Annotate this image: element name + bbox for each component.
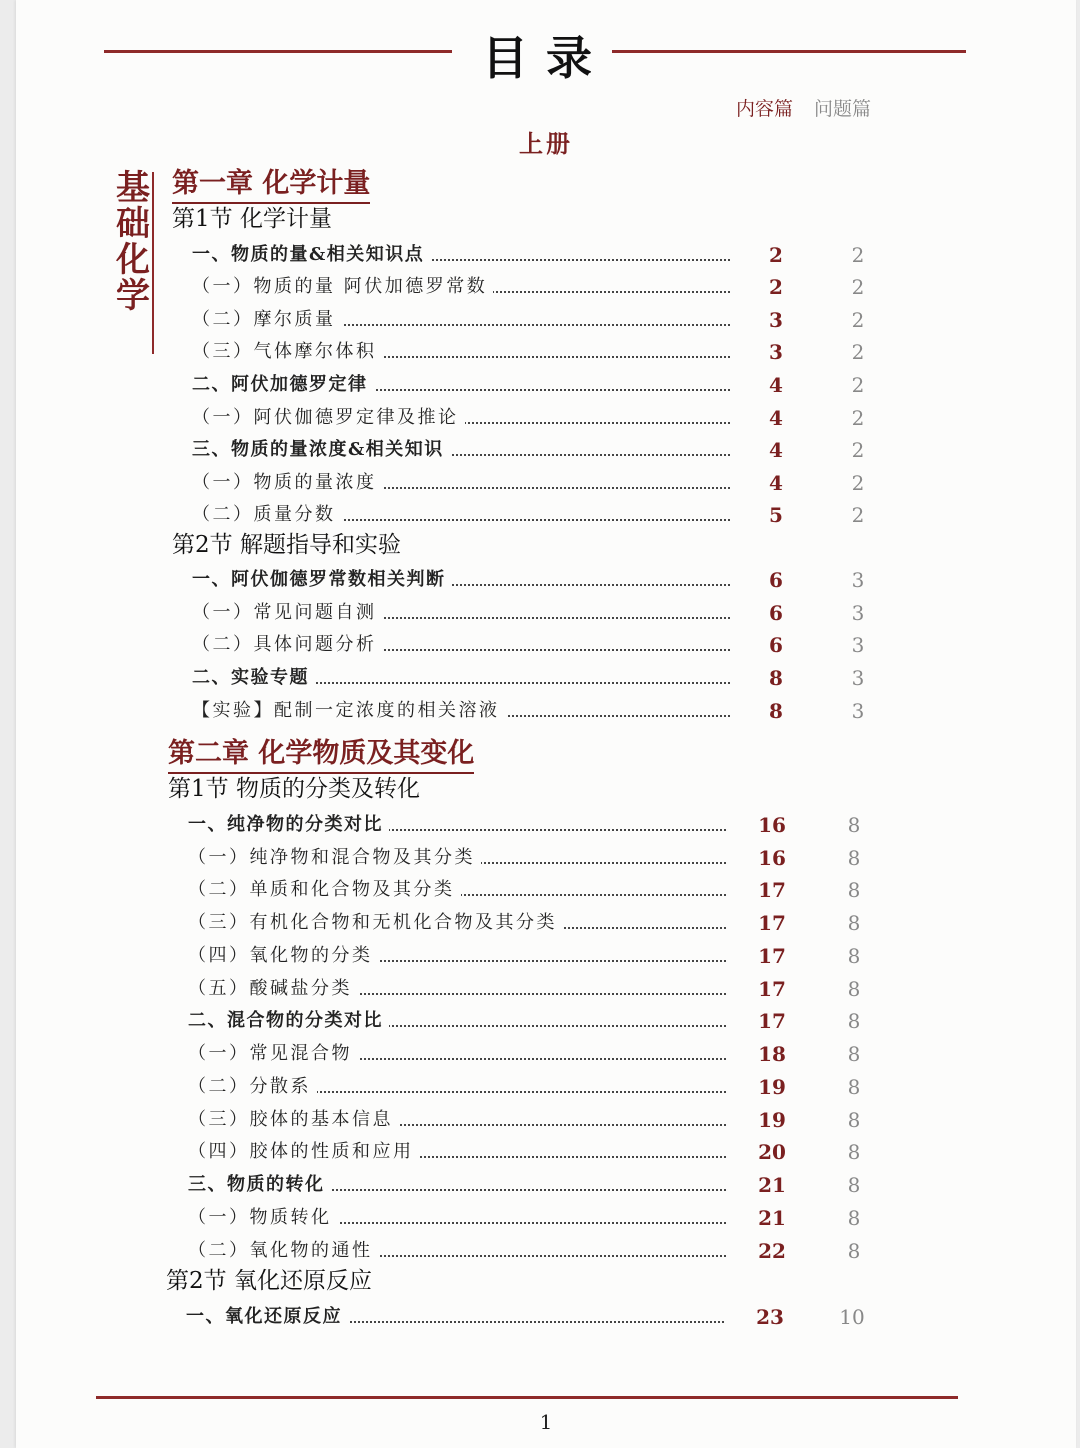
- question-page-number: 8: [847, 911, 861, 935]
- entry-label: 二、混合物的分类对比: [188, 1006, 389, 1036]
- content-page-number: 3: [769, 308, 783, 332]
- content-page-number: 17: [758, 878, 786, 902]
- footer-rule: [96, 1396, 958, 1399]
- toc-entry[interactable]: [188, 908, 1028, 938]
- question-page-number: 3: [851, 666, 865, 690]
- content-page-number: 6: [769, 601, 783, 625]
- entry-label: （二）摩尔质量: [192, 305, 342, 335]
- toc-entry[interactable]: [188, 941, 1028, 971]
- toc-entry[interactable]: [188, 810, 1028, 840]
- entry-label: 三、物质的转化: [188, 1170, 331, 1200]
- question-page-number: 2: [851, 406, 865, 430]
- content-page-number: 23: [756, 1305, 784, 1329]
- content-page-number: 22: [758, 1239, 786, 1263]
- question-page-number: 3: [851, 699, 865, 723]
- toc-entry[interactable]: [192, 337, 1032, 367]
- content-page-number: 19: [758, 1108, 786, 1132]
- question-page-number: 8: [847, 1173, 861, 1197]
- toc-entry[interactable]: [192, 370, 1032, 400]
- content-page-number: 17: [758, 944, 786, 968]
- entry-label: 一、氧化还原反应: [186, 1302, 348, 1332]
- toc-entry[interactable]: [192, 305, 1032, 335]
- entry-label: （四）氧化物的分类: [188, 941, 379, 971]
- question-page-number: 10: [839, 1305, 865, 1329]
- question-page-number: 8: [847, 1206, 861, 1230]
- entry-label: （二）质量分数: [192, 500, 342, 530]
- content-page-number: 4: [769, 406, 783, 430]
- question-page-number: 8: [847, 1108, 861, 1132]
- toc-entry[interactable]: [192, 403, 1032, 433]
- content-page-number: 17: [758, 977, 786, 1001]
- toc-entry[interactable]: [188, 1170, 1028, 1200]
- entry-label: 一、物质的量&相关知识点: [192, 240, 430, 270]
- section-heading[interactable]: 第2节 解题指导和实验: [172, 532, 401, 558]
- entry-label: 一、纯净物的分类对比: [188, 810, 389, 840]
- chapter-heading[interactable]: 第一章 化学计量: [172, 168, 370, 204]
- content-page-number: 4: [769, 471, 783, 495]
- toc-entry[interactable]: [188, 1137, 1028, 1167]
- content-page-number: 18: [758, 1042, 786, 1066]
- table-of-contents: [16, 0, 1076, 1448]
- toc-entry[interactable]: [192, 240, 1032, 270]
- toc-entry[interactable]: [192, 696, 1032, 726]
- content-page-number: 17: [758, 1009, 786, 1033]
- question-page-number: 8: [847, 1042, 861, 1066]
- question-page-number: 8: [847, 977, 861, 1001]
- question-page-number: 2: [851, 243, 865, 267]
- content-page-number: 8: [769, 699, 783, 723]
- section-heading[interactable]: 第2节 氧化还原反应: [166, 1268, 372, 1294]
- chapter-heading[interactable]: 第二章 化学物质及其变化: [168, 738, 474, 774]
- question-page-number: 8: [847, 878, 861, 902]
- entry-label: （二）分散系: [188, 1072, 317, 1102]
- volume-heading: 上册: [519, 129, 573, 158]
- toc-entry[interactable]: [188, 1072, 1028, 1102]
- question-page-number: 2: [851, 471, 865, 495]
- question-page-number: 2: [851, 308, 865, 332]
- toc-entry[interactable]: [192, 598, 1032, 628]
- toc-entry[interactable]: [188, 1236, 1028, 1266]
- content-page-number: 16: [758, 813, 786, 837]
- toc-entry[interactable]: [188, 875, 1028, 905]
- toc-entry[interactable]: [192, 663, 1032, 693]
- entry-label: （二）单质和化合物及其分类: [188, 875, 461, 905]
- entry-label: （一）常见混合物: [188, 1039, 358, 1069]
- entry-label: 二、阿伏加德罗定律: [192, 370, 374, 400]
- content-page-number: 3: [769, 340, 783, 364]
- toc-entry[interactable]: [192, 500, 1032, 530]
- page-title: 目录: [482, 31, 610, 85]
- entry-label: （五）酸碱盐分类: [188, 974, 358, 1004]
- question-page-number: 8: [847, 944, 861, 968]
- content-page-number: 20: [758, 1140, 786, 1164]
- question-page-number: 2: [851, 275, 865, 299]
- content-page-number: 2: [769, 243, 783, 267]
- entry-label: （三）胶体的基本信息: [188, 1105, 399, 1135]
- question-page-number: 3: [851, 568, 865, 592]
- question-page-number: 2: [851, 503, 865, 527]
- entry-label: （一）物质转化: [188, 1203, 338, 1233]
- toc-entry[interactable]: [186, 1302, 1026, 1332]
- toc-entry[interactable]: [188, 1039, 1028, 1069]
- question-page-number: 8: [847, 1075, 861, 1099]
- toc-entry[interactable]: [192, 565, 1032, 595]
- column-header-content: 内容篇: [736, 98, 794, 120]
- entry-label: （四）胶体的性质和应用: [188, 1137, 420, 1167]
- question-page-number: 2: [851, 373, 865, 397]
- question-page-number: 3: [851, 601, 865, 625]
- question-page-number: 8: [847, 813, 861, 837]
- content-page-number: 8: [769, 666, 783, 690]
- entry-label: 二、实验专题: [192, 663, 315, 693]
- question-page-number: 8: [847, 1009, 861, 1033]
- part-label: 基础化学: [116, 168, 150, 316]
- entry-label: （一）物质的量浓度: [192, 468, 383, 498]
- toc-entry[interactable]: [188, 843, 1028, 873]
- toc-entry[interactable]: [188, 1105, 1028, 1135]
- entry-label: 【实验】配制一定浓度的相关溶液: [192, 696, 506, 726]
- content-page-number: 4: [769, 438, 783, 462]
- entry-label: （三）气体摩尔体积: [192, 337, 383, 367]
- toc-page: [16, 0, 1076, 1448]
- entry-label: （二）具体问题分析: [192, 630, 383, 660]
- content-page-number: 16: [758, 846, 786, 870]
- question-page-number: 8: [847, 1239, 861, 1263]
- toc-entry[interactable]: [192, 630, 1032, 660]
- content-page-number: 4: [769, 373, 783, 397]
- content-page-number: 19: [758, 1075, 786, 1099]
- entry-label: （三）有机化合物和无机化合物及其分类: [188, 908, 563, 938]
- toc-entry[interactable]: [188, 974, 1028, 1004]
- content-page-number: 5: [769, 503, 783, 527]
- page-number: 1: [539, 1410, 553, 1434]
- toc-entry[interactable]: [188, 1006, 1028, 1036]
- section-heading[interactable]: 第1节 物质的分类及转化: [168, 776, 420, 802]
- content-page-number: 6: [769, 568, 783, 592]
- entry-label: （一）常见问题自测: [192, 598, 383, 628]
- entry-label: （一）阿伏伽德罗定律及推论: [192, 403, 465, 433]
- entry-label: （一）纯净物和混合物及其分类: [188, 843, 481, 873]
- content-page-number: 21: [758, 1206, 786, 1230]
- entry-label: （二）氧化物的通性: [188, 1236, 379, 1266]
- question-page-number: 2: [851, 340, 865, 364]
- question-page-number: 8: [847, 846, 861, 870]
- content-page-number: 2: [769, 275, 783, 299]
- entry-label: （一）物质的量 阿伏加德罗常数: [192, 272, 493, 302]
- toc-entry[interactable]: [188, 1203, 1028, 1233]
- question-page-number: 3: [851, 633, 865, 657]
- toc-entry[interactable]: [192, 272, 1032, 302]
- toc-entry[interactable]: [192, 435, 1032, 465]
- content-page-number: 6: [769, 633, 783, 657]
- content-page-number: 17: [758, 911, 786, 935]
- toc-entry[interactable]: [192, 468, 1032, 498]
- column-header-question: 问题篇: [814, 98, 872, 120]
- entry-label: 一、阿伏伽德罗常数相关判断: [192, 565, 452, 595]
- section-heading[interactable]: 第1节 化学计量: [172, 206, 332, 232]
- content-page-number: 21: [758, 1173, 786, 1197]
- entry-label: 三、物质的量浓度&相关知识: [192, 435, 450, 465]
- question-page-number: 8: [847, 1140, 861, 1164]
- question-page-number: 2: [851, 438, 865, 462]
